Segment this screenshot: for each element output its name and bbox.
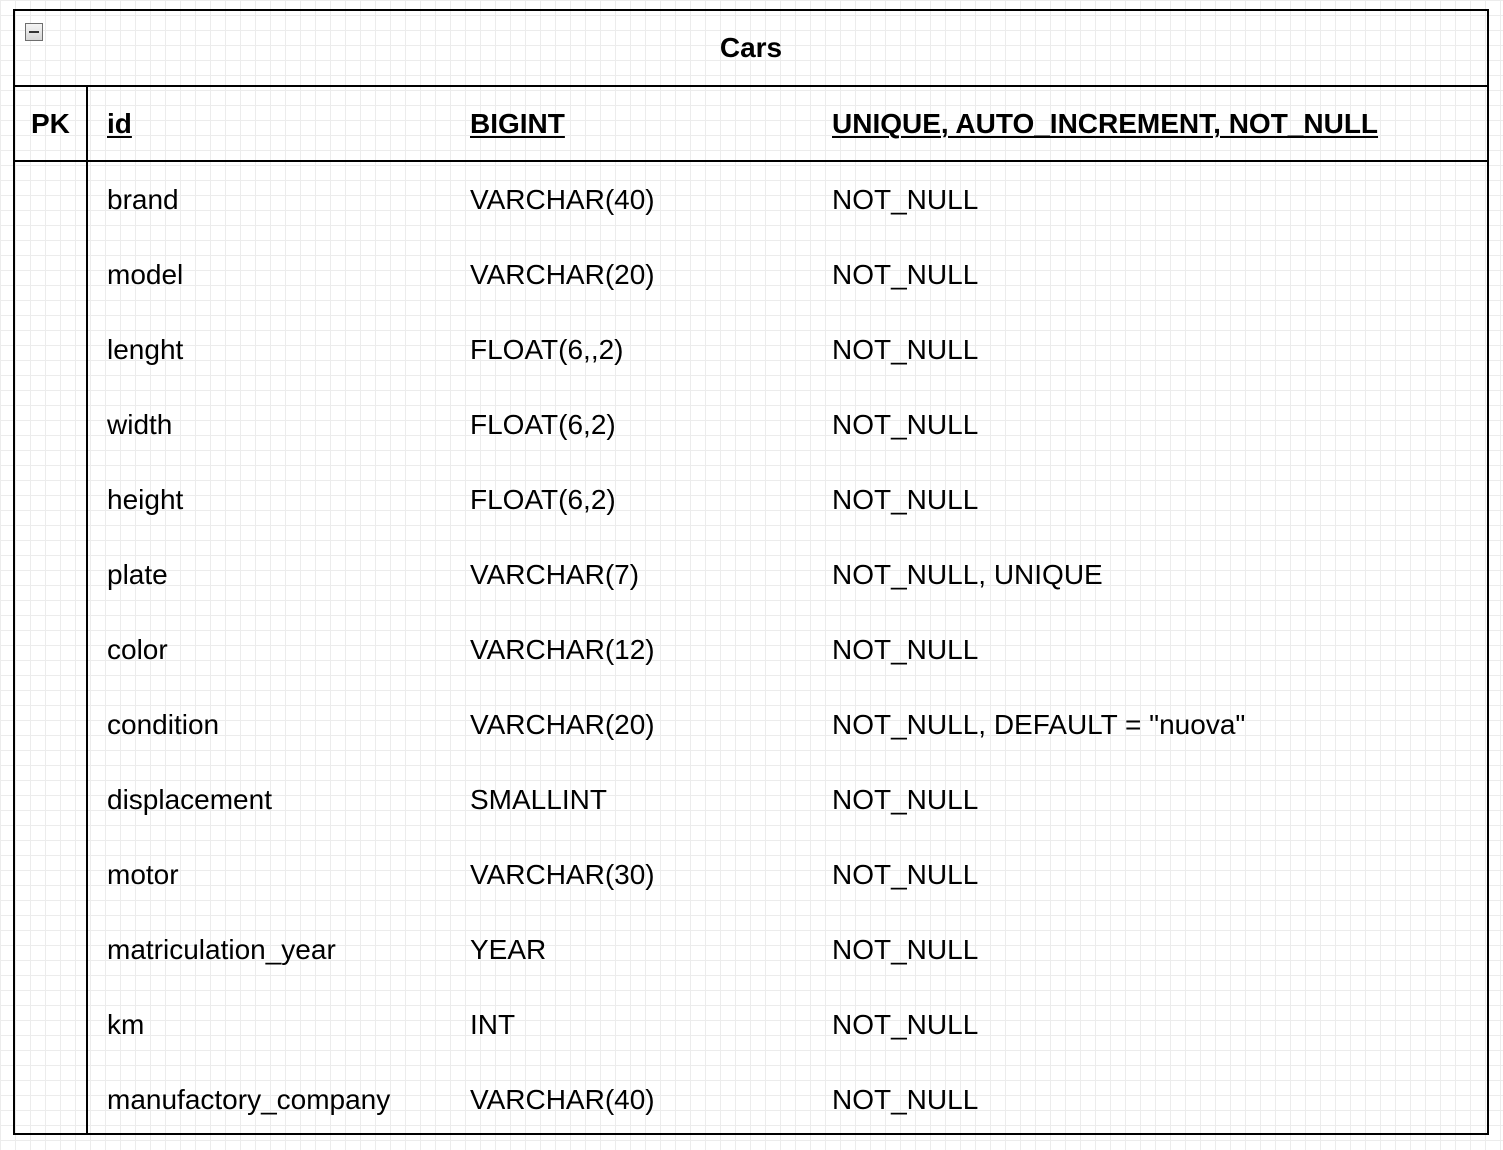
pk-label: PK bbox=[31, 108, 70, 139]
er-table-cars[interactable] bbox=[13, 9, 1489, 1135]
field-type: FLOAT(6,2) bbox=[470, 484, 616, 515]
field-row[interactable] bbox=[15, 237, 1487, 312]
field-row[interactable] bbox=[15, 837, 1487, 912]
field-constraints: NOT_NULL bbox=[832, 784, 979, 815]
field-constraints: NOT_NULL, DEFAULT = "nuova" bbox=[832, 709, 1246, 740]
field-constraints: NOT_NULL bbox=[832, 1084, 979, 1115]
field-type: FLOAT(6,2) bbox=[470, 409, 616, 440]
field-row[interactable] bbox=[15, 162, 1487, 237]
field-name: color bbox=[107, 634, 168, 665]
field-constraints: NOT_NULL bbox=[832, 484, 979, 515]
pk-field-constraints: UNIQUE, AUTO_INCREMENT, NOT_NULL bbox=[832, 108, 1379, 139]
field-name: displacement bbox=[107, 784, 272, 815]
field-type: SMALLINT bbox=[470, 784, 607, 815]
field-name: manufactory_company bbox=[107, 1084, 391, 1115]
pk-field-type: BIGINT bbox=[470, 108, 565, 139]
field-name: lenght bbox=[107, 334, 184, 365]
field-name: plate bbox=[107, 559, 168, 590]
field-row[interactable] bbox=[15, 762, 1487, 837]
field-row[interactable] bbox=[15, 987, 1487, 1062]
field-constraints: NOT_NULL bbox=[832, 859, 979, 890]
field-name: condition bbox=[107, 709, 220, 740]
field-name: matriculation_year bbox=[107, 934, 336, 965]
field-constraints: NOT_NULL bbox=[832, 409, 979, 440]
field-type: VARCHAR(20) bbox=[470, 259, 655, 290]
field-type: VARCHAR(7) bbox=[470, 559, 640, 590]
field-name: height bbox=[107, 484, 184, 515]
field-row[interactable] bbox=[15, 537, 1487, 612]
field-row[interactable] bbox=[15, 462, 1487, 537]
field-constraints: NOT_NULL bbox=[832, 1009, 979, 1040]
field-type: VARCHAR(12) bbox=[470, 634, 655, 665]
field-type: YEAR bbox=[470, 934, 547, 965]
field-list bbox=[15, 162, 1487, 1137]
field-constraints: NOT_NULL bbox=[832, 259, 979, 290]
primary-key-row[interactable] bbox=[15, 87, 1487, 160]
field-constraints: NOT_NULL bbox=[832, 634, 979, 665]
field-type: VARCHAR(30) bbox=[470, 859, 655, 890]
field-row[interactable] bbox=[15, 912, 1487, 987]
field-type: INT bbox=[470, 1009, 516, 1040]
table-title: Cars bbox=[719, 32, 783, 63]
field-row[interactable] bbox=[15, 612, 1487, 687]
field-type: VARCHAR(20) bbox=[470, 709, 655, 740]
field-row[interactable] bbox=[15, 312, 1487, 387]
field-row[interactable] bbox=[15, 687, 1487, 762]
field-constraints: NOT_NULL bbox=[832, 334, 979, 365]
field-row[interactable] bbox=[15, 387, 1487, 462]
field-name: motor bbox=[107, 859, 179, 890]
field-name: km bbox=[107, 1009, 145, 1040]
pk-field-name: id bbox=[107, 108, 132, 139]
field-constraints: NOT_NULL bbox=[832, 184, 979, 215]
field-name: model bbox=[107, 259, 184, 290]
field-name: brand bbox=[107, 184, 179, 215]
field-row[interactable] bbox=[15, 1062, 1487, 1137]
field-constraints: NOT_NULL, UNIQUE bbox=[832, 559, 1103, 590]
field-type: VARCHAR(40) bbox=[470, 1084, 655, 1115]
field-type: VARCHAR(40) bbox=[470, 184, 655, 215]
field-name: width bbox=[107, 409, 173, 440]
field-constraints: NOT_NULL bbox=[832, 934, 979, 965]
field-type: FLOAT(6,,2) bbox=[470, 334, 624, 365]
